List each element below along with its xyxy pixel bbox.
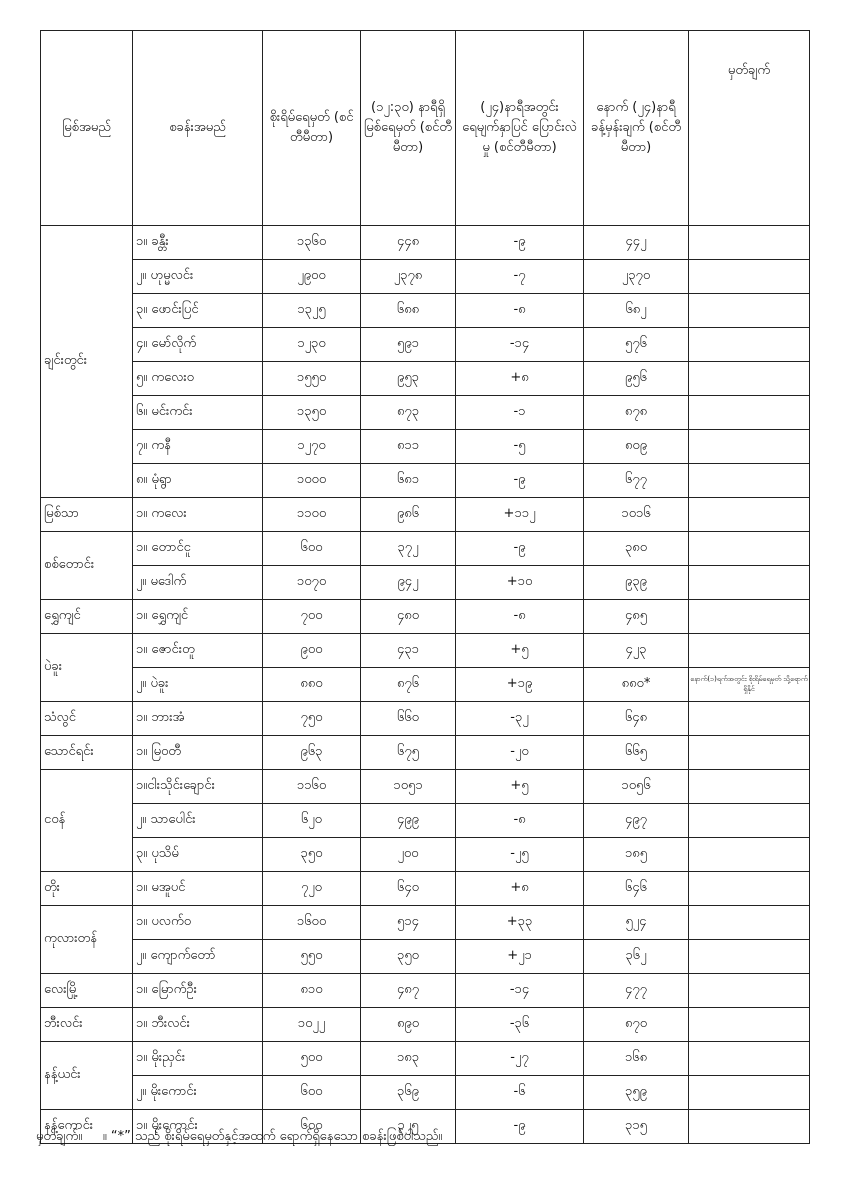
danger-level: ၁၂၇၀ bbox=[263, 430, 361, 464]
danger-level: ၁၀၇၀ bbox=[263, 566, 361, 600]
current-level: ၆၈၁ bbox=[361, 464, 456, 498]
forecast-level: ၁၆၈ bbox=[584, 1042, 689, 1076]
current-level: ၂၃၇၈ bbox=[361, 260, 456, 294]
current-level: ၉၈၆ bbox=[361, 498, 456, 532]
table-row bbox=[41, 702, 810, 736]
danger-level: ၁၃၅၀ bbox=[263, 396, 361, 430]
station-name: ၂။ ပဲခူး bbox=[133, 668, 263, 702]
station-name: ၄။ မော်လိုက် bbox=[133, 328, 263, 362]
remark bbox=[689, 1042, 810, 1076]
remark bbox=[689, 1076, 810, 1110]
level-change: +၂၁ bbox=[456, 940, 584, 974]
table-row bbox=[41, 906, 810, 940]
danger-level: ၁၃၂၅ bbox=[263, 294, 361, 328]
table-row bbox=[41, 600, 810, 634]
forecast-level: ၃၁၅ bbox=[584, 1110, 689, 1144]
level-change: -၉ bbox=[456, 464, 584, 498]
remark bbox=[689, 1110, 810, 1144]
danger-level: ၈၁၀ bbox=[263, 974, 361, 1008]
remark bbox=[689, 294, 810, 328]
river-name: ရွှေကျင် bbox=[41, 600, 133, 634]
remark bbox=[689, 770, 810, 804]
danger-level: ၁၆၀၀ bbox=[263, 906, 361, 940]
forecast-level: ၉၅၆ bbox=[584, 362, 689, 396]
level-change: -၁၄ bbox=[456, 328, 584, 362]
table-row bbox=[41, 872, 810, 906]
forecast-level: ၆၄၆ bbox=[584, 872, 689, 906]
current-level: ၆၄၀ bbox=[361, 872, 456, 906]
station-name: ၁။ ခန္တီး bbox=[133, 226, 263, 260]
remark bbox=[689, 736, 810, 770]
station-name: ၃။ ဖောင်းပြင် bbox=[133, 294, 263, 328]
danger-level: ၆၂၀ bbox=[263, 804, 361, 838]
river-name: တိုး bbox=[41, 872, 133, 906]
table-row bbox=[41, 566, 810, 600]
current-level: ၈၇၃ bbox=[361, 396, 456, 430]
river-name: သံလွင် bbox=[41, 702, 133, 736]
header-remark: မှတ်ချက် bbox=[689, 31, 810, 226]
danger-level: ၇၂၀ bbox=[263, 872, 361, 906]
current-level: ၅၁၄ bbox=[361, 906, 456, 940]
level-change: -၉ bbox=[456, 226, 584, 260]
station-name: ၂။ ဟုမ္မလင်း bbox=[133, 260, 263, 294]
current-level: ၅၉၁ bbox=[361, 328, 456, 362]
remark: နောက်(၁)ရက်အတွင်း စိုးရိမ်ရေမှတ် သို့ရောက်ရှိနိုင် bbox=[689, 668, 810, 702]
header-forecast: နောက် (၂၄)နာရီ ခန့်မှန်းချက် (စင်တီမီတာ) bbox=[584, 31, 689, 226]
level-change: +၁၀ bbox=[456, 566, 584, 600]
river-name: ပဲခူး bbox=[41, 634, 133, 702]
station-name: ၈။ မုံရွာ bbox=[133, 464, 263, 498]
forecast-level: ၄၉၇ bbox=[584, 804, 689, 838]
header-river: မြစ်အမည် bbox=[41, 31, 133, 226]
remark bbox=[689, 600, 810, 634]
forecast-level: ၃၈၀ bbox=[584, 532, 689, 566]
remark bbox=[689, 702, 810, 736]
level-change: -၁ bbox=[456, 396, 584, 430]
level-change: -၃၆ bbox=[456, 1008, 584, 1042]
station-name: ၆။ မင်းကင်း bbox=[133, 396, 263, 430]
forecast-level: ၅၂၄ bbox=[584, 906, 689, 940]
station-name: ၁။ မအူပင် bbox=[133, 872, 263, 906]
danger-level: ၅၀၀ bbox=[263, 1042, 361, 1076]
station-name: ၂။ ကျောက်တော် bbox=[133, 940, 263, 974]
danger-level: ၈၈၀ bbox=[263, 668, 361, 702]
remark bbox=[689, 226, 810, 260]
station-name: ၁။ မိုးညှင်း bbox=[133, 1042, 263, 1076]
river-name: လေးမြို့ bbox=[41, 974, 133, 1008]
forecast-level: ၉၃၉ bbox=[584, 566, 689, 600]
forecast-level: ၅၇၆ bbox=[584, 328, 689, 362]
danger-level: ၉၆၃ bbox=[263, 736, 361, 770]
station-name: ၁။ တောင်ငူ bbox=[133, 532, 263, 566]
table-row bbox=[41, 328, 810, 362]
remark bbox=[689, 362, 810, 396]
remark bbox=[689, 804, 810, 838]
station-name: ၂။ မဒေါက် bbox=[133, 566, 263, 600]
level-change: +၅ bbox=[456, 770, 584, 804]
forecast-level: ၁၀၁၆ bbox=[584, 498, 689, 532]
remark bbox=[689, 1008, 810, 1042]
danger-level: ၁၁၆၀ bbox=[263, 770, 361, 804]
level-change: -၈ bbox=[456, 804, 584, 838]
danger-level: ၂၉၀၀ bbox=[263, 260, 361, 294]
river-name: စစ်တောင်း bbox=[41, 532, 133, 600]
current-level: ၄၈၀ bbox=[361, 600, 456, 634]
river-name: နန့်ယင်း bbox=[41, 1042, 133, 1110]
station-name: ၁။ မြောက်ဦး bbox=[133, 974, 263, 1008]
current-level: ၉၄၂ bbox=[361, 566, 456, 600]
table-row bbox=[41, 294, 810, 328]
current-level: ၃၇၂ bbox=[361, 532, 456, 566]
table-row bbox=[41, 1076, 810, 1110]
current-level: ၈၇၆ bbox=[361, 668, 456, 702]
table-row bbox=[41, 226, 810, 260]
river-name: နန့်ကောင်း bbox=[41, 1110, 133, 1144]
forecast-level: ၄၇၇ bbox=[584, 974, 689, 1008]
danger-level: ၅၅၀ bbox=[263, 940, 361, 974]
forecast-level: ၄၈၅ bbox=[584, 600, 689, 634]
header-current-level: (၁၂:၃၀) နာရီရှိ မြစ်ရေမှတ် (စင်တီမီတာ) bbox=[361, 31, 456, 226]
danger-level: ၁၅၅၀ bbox=[263, 362, 361, 396]
danger-level: ၁၀၀၀ bbox=[263, 464, 361, 498]
current-level: ၃၆၉ bbox=[361, 1076, 456, 1110]
forecast-level: ၈၇၈ bbox=[584, 396, 689, 430]
station-name: ၁။ ဇောင်းတူ bbox=[133, 634, 263, 668]
river-name: ဘီးလင်း bbox=[41, 1008, 133, 1042]
river-name: ချင်းတွင်း bbox=[41, 226, 133, 498]
station-name: ၂။ သာပေါင်း bbox=[133, 804, 263, 838]
danger-level: ၆၀၀ bbox=[263, 1110, 361, 1144]
current-level: ၄၉၉ bbox=[361, 804, 456, 838]
current-level: ၄၄၈ bbox=[361, 226, 456, 260]
table-row bbox=[41, 464, 810, 498]
station-name: ၅။ ကလေးဝ bbox=[133, 362, 263, 396]
table-row bbox=[41, 362, 810, 396]
level-change: +၁၉ bbox=[456, 668, 584, 702]
forecast-level: ၆၈၂ bbox=[584, 294, 689, 328]
danger-level: ၁၂၃၀ bbox=[263, 328, 361, 362]
station-name: ၁။ ကလေး bbox=[133, 498, 263, 532]
current-level: ၈၉၀ bbox=[361, 1008, 456, 1042]
remark bbox=[689, 532, 810, 566]
remark bbox=[689, 906, 810, 940]
station-name: ၃။ ပုသိမ် bbox=[133, 838, 263, 872]
danger-level: ၆၀၀ bbox=[263, 1076, 361, 1110]
forecast-level: ၆၇၇ bbox=[584, 464, 689, 498]
table-row bbox=[41, 498, 810, 532]
forecast-level: ၁၀၅၆ bbox=[584, 770, 689, 804]
current-level: ၆၇၅ bbox=[361, 736, 456, 770]
header-station: စခန်းအမည် bbox=[133, 31, 263, 226]
remark bbox=[689, 838, 810, 872]
station-name: ၁။ ပလက်ဝ bbox=[133, 906, 263, 940]
danger-level: ၃၅၀ bbox=[263, 838, 361, 872]
forecast-level: ၆၆၅ bbox=[584, 736, 689, 770]
level-change: -၈ bbox=[456, 294, 584, 328]
danger-level: ၇၅၀ bbox=[263, 702, 361, 736]
level-change: -၁၄ bbox=[456, 974, 584, 1008]
remark bbox=[689, 430, 810, 464]
forecast-level: ၄၂၃ bbox=[584, 634, 689, 668]
forecast-level: ၈၇၀ bbox=[584, 1008, 689, 1042]
remark bbox=[689, 872, 810, 906]
level-change: -၈ bbox=[456, 600, 584, 634]
level-change: +၈ bbox=[456, 362, 584, 396]
current-level: ၉၅၃ bbox=[361, 362, 456, 396]
remark bbox=[689, 396, 810, 430]
table-row bbox=[41, 430, 810, 464]
station-name: ၁။ မိုးကောင်း bbox=[133, 1110, 263, 1144]
table-row bbox=[41, 838, 810, 872]
current-level: ၄၃၁ bbox=[361, 634, 456, 668]
current-level: ၃၅၀ bbox=[361, 940, 456, 974]
remark bbox=[689, 498, 810, 532]
table-row bbox=[41, 1042, 810, 1076]
danger-level: ၆၀၀ bbox=[263, 532, 361, 566]
header-24h-change: (၂၄)နာရီအတွင်း ရေမျက်နှာပြင် ပြောင်းလဲမှု (စင်တီမီတာ) bbox=[456, 31, 584, 226]
current-level: ၁၈၃ bbox=[361, 1042, 456, 1076]
river-name: ကုလားတန် bbox=[41, 906, 133, 974]
level-change: -၂၅ bbox=[456, 838, 584, 872]
level-change: -၂၇ bbox=[456, 1042, 584, 1076]
table-row bbox=[41, 396, 810, 430]
level-change: +၅ bbox=[456, 634, 584, 668]
table-row bbox=[41, 1008, 810, 1042]
forecast-level: ၈၀၉ bbox=[584, 430, 689, 464]
header-row bbox=[41, 31, 810, 226]
station-name: ၁။ ဘားအံ bbox=[133, 702, 263, 736]
table-row bbox=[41, 974, 810, 1008]
current-level: ၆၈၈ bbox=[361, 294, 456, 328]
remark bbox=[689, 634, 810, 668]
table-row bbox=[41, 736, 810, 770]
river-name: မြစ်သာ bbox=[41, 498, 133, 532]
forecast-level: ၁၈၅ bbox=[584, 838, 689, 872]
danger-level: ၉၀၀ bbox=[263, 634, 361, 668]
current-level: ၈၁၁ bbox=[361, 430, 456, 464]
table-row bbox=[41, 668, 810, 702]
header-danger-level: စိုးရိမ်ရေမှတ် (စင်တီမီတာ) bbox=[263, 31, 361, 226]
footnote: မှတ်ချက်။ ။ “*” သည် စိုးရိမ်ရေမှတ်နှင့်အထက် ရောက်ရှိနေသော စခန်းဖြစ်ပါသည်။ bbox=[36, 1129, 443, 1144]
danger-level: ၇၀၀ bbox=[263, 600, 361, 634]
remark bbox=[689, 566, 810, 600]
forecast-level: ၃၅၉ bbox=[584, 1076, 689, 1110]
forecast-level: ၈၈၀* bbox=[584, 668, 689, 702]
danger-level: ၁၁၀၀ bbox=[263, 498, 361, 532]
current-level: ၄၈၇ bbox=[361, 974, 456, 1008]
remark bbox=[689, 260, 810, 294]
level-change: -၂၀ bbox=[456, 736, 584, 770]
level-change: -၆ bbox=[456, 1076, 584, 1110]
forecast-level: ၂၃၇၀ bbox=[584, 260, 689, 294]
current-level: ၆၆၀ bbox=[361, 702, 456, 736]
danger-level: ၁၀၂၂ bbox=[263, 1008, 361, 1042]
forecast-level: ၄၄၂ bbox=[584, 226, 689, 260]
table-row bbox=[41, 940, 810, 974]
current-level: ၃၂၅ bbox=[361, 1110, 456, 1144]
station-name: ၁။ ရွှေကျင် bbox=[133, 600, 263, 634]
station-name: ၁။ မြဝတီ bbox=[133, 736, 263, 770]
river-name: ငဝန် bbox=[41, 770, 133, 872]
current-level: ၁၀၅၁ bbox=[361, 770, 456, 804]
station-name: ၁။ငါးသိုင်းချောင်း bbox=[133, 770, 263, 804]
forecast-level: ၃၆၂ bbox=[584, 940, 689, 974]
remark bbox=[689, 974, 810, 1008]
table-row bbox=[41, 770, 810, 804]
table-row bbox=[41, 804, 810, 838]
level-change: +၃၃ bbox=[456, 906, 584, 940]
table-row bbox=[41, 634, 810, 668]
river-name: သောင်ရင်း bbox=[41, 736, 133, 770]
level-change: -၅ bbox=[456, 430, 584, 464]
station-name: ၂။ မိုးကောင်း bbox=[133, 1076, 263, 1110]
current-level: ၂၀၀ bbox=[361, 838, 456, 872]
level-change: +၁၁၂ bbox=[456, 498, 584, 532]
remark bbox=[689, 328, 810, 362]
table-row bbox=[41, 260, 810, 294]
remark bbox=[689, 940, 810, 974]
level-change: -၃၂ bbox=[456, 702, 584, 736]
station-name: ၇။ ကနီ bbox=[133, 430, 263, 464]
station-name: ၁။ ဘီးလင်း bbox=[133, 1008, 263, 1042]
level-change: -၉ bbox=[456, 1110, 584, 1144]
forecast-level: ၆၄၈ bbox=[584, 702, 689, 736]
level-change: +၈ bbox=[456, 872, 584, 906]
table-row bbox=[41, 532, 810, 566]
danger-level: ၁၃၆၀ bbox=[263, 226, 361, 260]
level-change: -၉ bbox=[456, 532, 584, 566]
river-level-table bbox=[40, 30, 810, 1144]
remark bbox=[689, 464, 810, 498]
level-change: -၇ bbox=[456, 260, 584, 294]
